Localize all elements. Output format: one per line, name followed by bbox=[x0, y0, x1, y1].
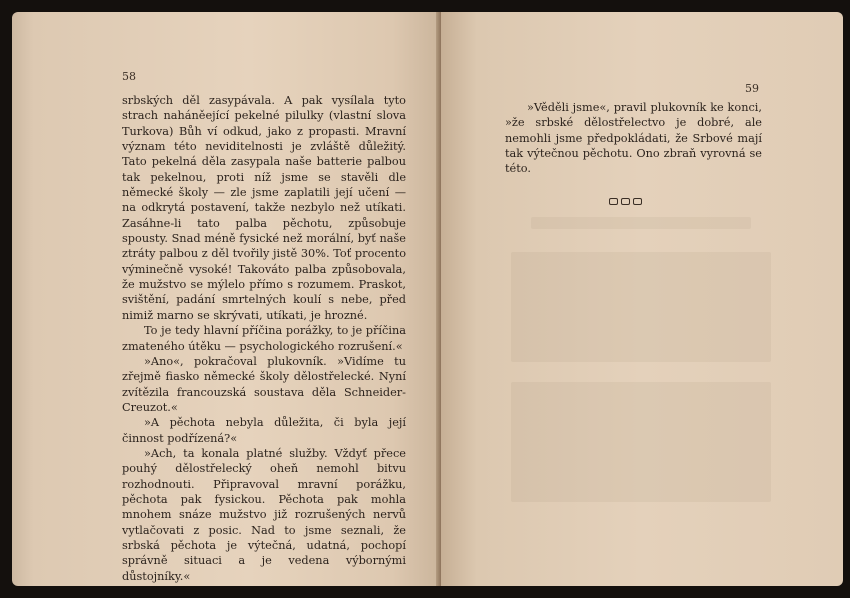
paragraph: »Věděli jsme«, pravil plukovník ke konci, »že srbské dělostřelectvo je dobré, ale nemohli jsme předpokládati, že Srbové mají tak výtečnou pěchotu. Ono zbraň vyrovná se této. bbox=[505, 101, 762, 176]
paragraph: To je tedy hlavní příčina porážky, to je příčina zmateného útěku — psychologického rozrušení.« bbox=[122, 324, 406, 353]
show-through bbox=[531, 217, 751, 229]
ornament-square-icon bbox=[609, 198, 618, 205]
ornament-squares-icon bbox=[609, 198, 642, 205]
page-number-left: 58 bbox=[122, 70, 136, 83]
right-page-text bbox=[505, 100, 762, 177]
left-page-text bbox=[122, 93, 406, 584]
right-page bbox=[441, 12, 843, 586]
left-page bbox=[12, 12, 444, 586]
paragraph: »Ach, ta konala platné služby. Vždyť přece pouhý dělostřelecký oheň nemohl bitvu rozhodnouti. Připravoval mravní porážku, pěchota pak fysickou. Pěchota pak mohla mnohem snáze mužstvo již rozrušených nervů vytlačovati z posic. Nad to jsme seznali, že srbská pěchota je výtečná, udatná, pochopí správně situaci a je vedena výbornými důstojníky.« bbox=[122, 446, 406, 583]
ornament-square-icon bbox=[621, 198, 630, 205]
show-through bbox=[511, 252, 771, 362]
show-through bbox=[511, 382, 771, 502]
ornament-square-icon bbox=[633, 198, 642, 205]
paragraph: »Ano«, pokračoval plukovník. »Vidíme tu zřejmě fiasko německé školy dělostřelecké. Nyní zvítězila francouzská soustava děla Schneider-Creuzot.« bbox=[122, 354, 406, 414]
paragraph: srbských děl zasypávala. A pak vysílala tyto strach naháněející pekelné pilulky (vlastní slova Turkova) Bůh ví odkud, jako z propasti. Mravní význam této neviditelnosti je zvláště důležitý. Tato pekelná děla zasypala naše batterie palbou tak pekelnou, proti níž jsme se stavěli dle německé školy — zle jsme zaplatili její učení — na odkrytá postavení, takže nezbylo než utíkati. Zasáhne-li tato palba pěchotu, způsobuje spousty. Snad méně fysické než morální, byť naše ztráty palbou z děl tvořily jistě 30%. Toť procento výminečně vysoké! Takováto palba způsobovala, že mužstvo se mýlelo přímo s rozumem. Praskot, svištění, padání smrtelných koulí s nebe, před nimiž marno se skrývati, utíkati, je hrozné. bbox=[122, 94, 406, 322]
paragraph: »A pěchota nebyla důležita, či byla její činnost podřízená?« bbox=[122, 416, 406, 445]
page-number-right: 59 bbox=[745, 82, 759, 95]
